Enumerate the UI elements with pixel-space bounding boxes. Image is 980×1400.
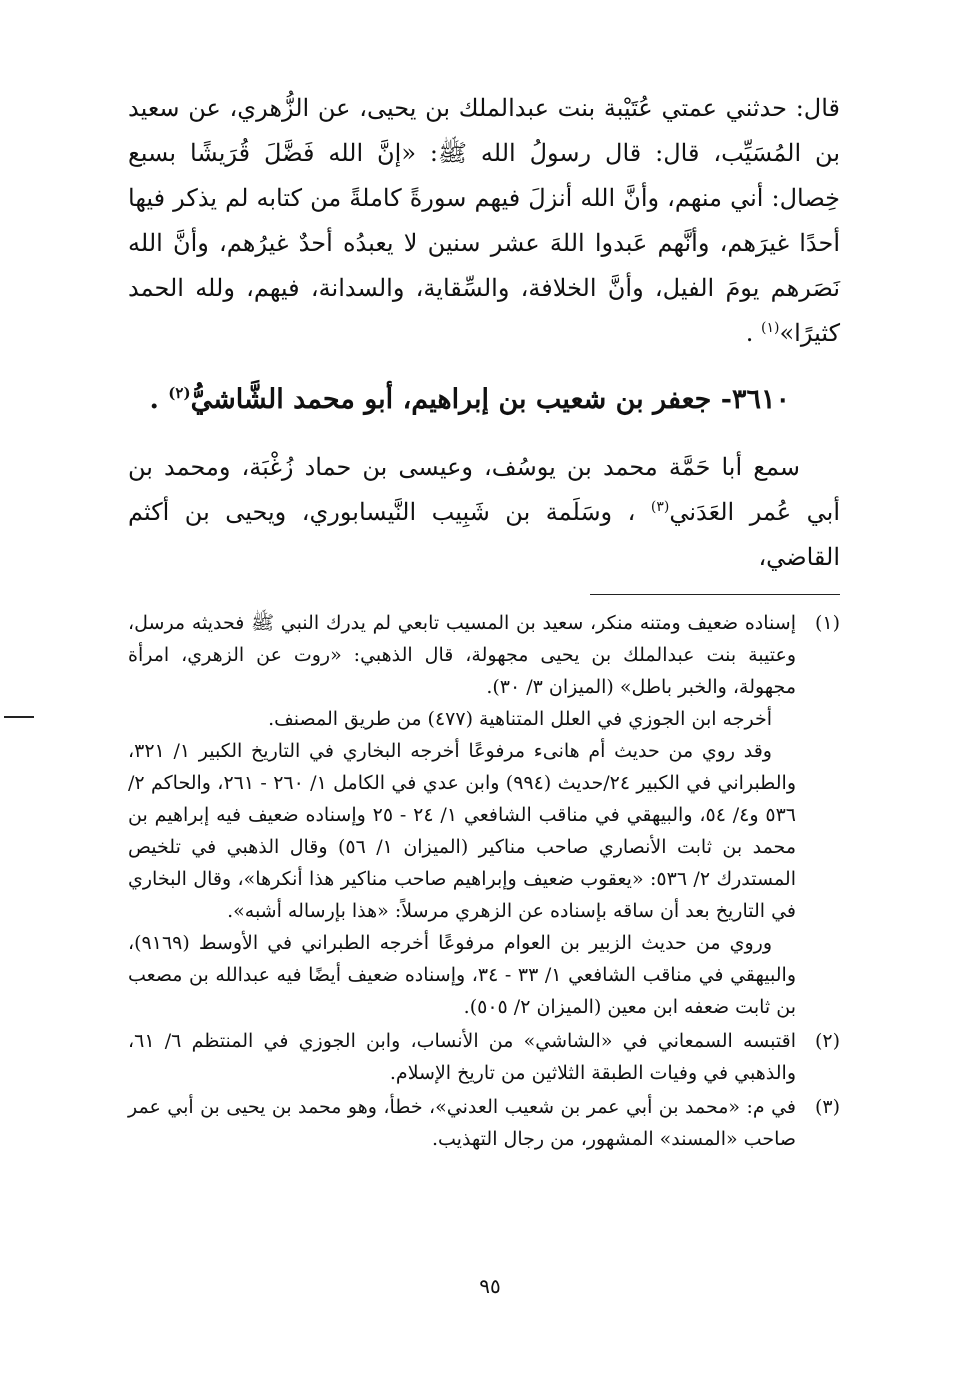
footnote-3 bbox=[128, 1091, 840, 1155]
page-number: ٩٥ bbox=[479, 1274, 501, 1298]
page-body bbox=[128, 86, 840, 1157]
main-paragraph-text: ، وسَلَمة بن شَبِيب النَّيسابوري، ويحيى بن أكثم القاضي، bbox=[128, 498, 840, 571]
footnote-paragraph: إسناده ضعيف ومتنه منكر، سعيد بن المسيب تابعي لم يدرك النبي ﷺ فحديثه مرسل، وعتيبة بنت عبدالملك بن يحيى مجهولة، قال الذهبي: «روت عن الزهري، امرأة مجهولة، والخبر باطل» (الميزان ٣/ ٣٠). bbox=[128, 612, 796, 698]
footnote-ref: (٣) bbox=[650, 499, 670, 515]
footnote-ref: (٢) bbox=[168, 384, 191, 402]
footnote-paragraph: وقد روي من حديث أم هانىء مرفوعًا أخرجه البخاري في التاريخ الكبير ١/ ٣٢١، والطبراني في الكبير ٢٤/حديث (٩٩٤) وابن عدي في الكامل ١/ ٢٦٠ - ٢٦١، والحاكم ٢/ ٥٣٦ و٤/ ٥٤، والبيهقي في مناقب الشافعي ١/ ٢٤ - ٢٥ وإسناده ضعيف فيه إبراهيم بن محمد بن ثابت الأنصاري صاحب مناكير (الميزان ١/ ٥٦) وقال الذهبي في تلخيص المستدرك ٢/ ٥٣٦: «يعقوب ضعيف وإبراهيم صاحب مناكير هذا أنكرها»، وقال البخاري في التاريخ بعد أن ساقه بإسناده عن الزهري مرسلاً: «هذا بإرساله أشبه». bbox=[128, 740, 797, 922]
margin-mark bbox=[4, 716, 34, 718]
main-paragraph-end: . bbox=[745, 319, 762, 347]
footnote-paragraph: أخرجه ابن الجوزي في العلل المتناهية (٤٧٧) من طريق المصنف. bbox=[268, 708, 772, 730]
main-paragraph-text: سمع أبا حَمَّة محمد بن يوسُف، وعيسى بن حماد زُغْبَة، ومحمد بن أبي عُمر العَدَني bbox=[128, 453, 840, 526]
footnotes bbox=[128, 607, 840, 1155]
main-paragraph bbox=[128, 86, 840, 356]
footnote-number: (٣) bbox=[814, 1096, 840, 1118]
footnote-paragraph: اقتبسه السمعاني في «الشاشي» من الأنساب، وابن الجوزي في المنتظم ٦/ ٦١، والذهبي في وفيات الطبقة الثلاثين من تاريخ الإسلام. bbox=[128, 1030, 796, 1084]
footnote-number: (١) bbox=[814, 612, 840, 634]
entry-heading-text: ٣٦١٠- جعفر بن شعيب بن إبراهيم، أبو محمد الشَّاشيُّ bbox=[190, 384, 790, 415]
footnote-ref: (١) bbox=[761, 320, 780, 336]
footnote-number: (٢) bbox=[814, 1030, 840, 1052]
footnote-paragraph: في م: «محمد بن أبي عمر بن شعيب العدني»، خطأ، وهو محمد بن يحيى بن أبي عمر صاحب «المسند» المشهور، من رجال التهذيب. bbox=[128, 1096, 796, 1150]
entry-heading-end: . bbox=[149, 384, 169, 415]
footnote-2 bbox=[128, 1025, 840, 1089]
footnote-1 bbox=[128, 607, 840, 1023]
footnote-paragraph: وروي من حديث الزبير بن العوام مرفوعًا أخرجه الطبراني في الأوسط (٩١٦٩)، والبيهقي في مناقب الشافعي ١/ ٣٣ - ٣٤، وإسناده ضعيف أيضًا فيه عبدالله بن مصعب بن ثابت ضعفه ابن معين (الميزان ٢/ ٥٠٥). bbox=[128, 932, 797, 1018]
main-paragraph bbox=[128, 445, 840, 580]
footnote-separator bbox=[590, 594, 840, 595]
main-paragraph-text: قال: حدثني عمتي عُتَيْبة بنت عبدالملك بن يحيى، عن الزُّهري، عن سعيد بن المُسَيِّب، قال: قال رسولُ الله ﷺ: «إنَّ الله فَضَّلَ قُرَيشًا بسبع خِصال: أني منهم، وأنَّ الله أنزلَ فيهم سورةً كاملةً من كتابه لم يذكر فيها أحدًا غيرَهم، وأنَّهم عَبدوا اللهَ عشر سنين لا يعبدُه أحدٌ غيرُهم، وأنَّ الله نَصَرهم يومَ الفيل، وأنَّ الخلافة، والسِّقاية، والسدانة، فيهم، ولله الحمد كثيرًا» bbox=[128, 94, 840, 347]
entry-heading bbox=[128, 370, 840, 423]
